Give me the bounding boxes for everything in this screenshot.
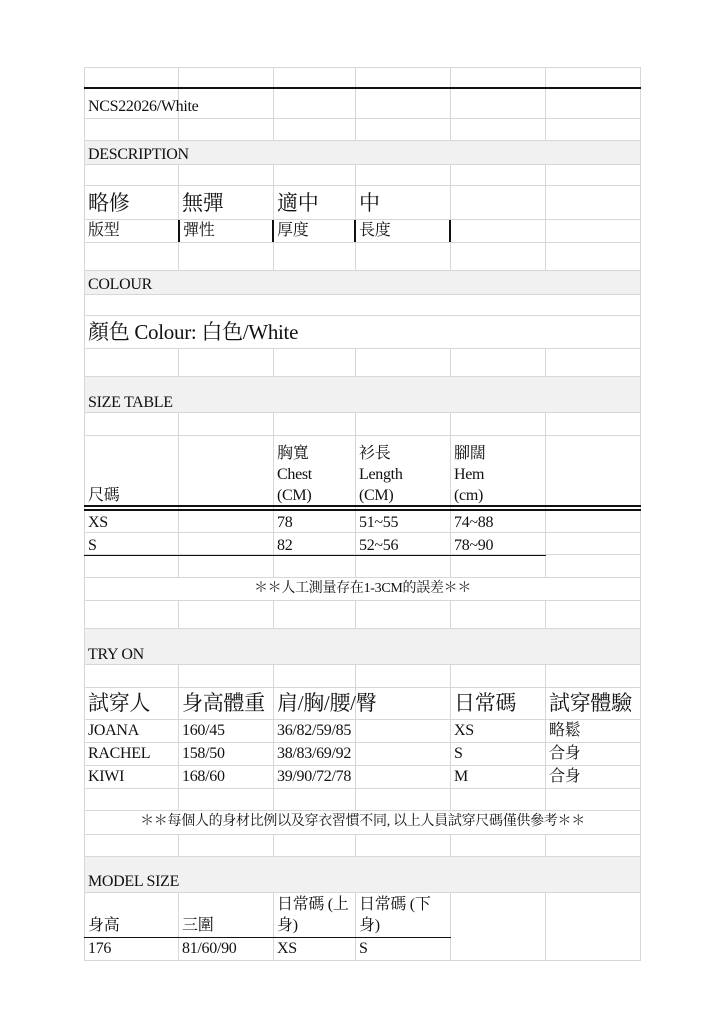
model-bottom-size-header: 日常碼 (下身): [359, 896, 431, 934]
gridline: [450, 164, 451, 270]
gridline: [84, 810, 641, 811]
model-height-header: 身高: [88, 917, 120, 934]
elasticity-value: 無彈: [182, 191, 224, 215]
gridline: [273, 892, 274, 960]
cell-border: [354, 220, 356, 242]
gridline: [545, 834, 546, 856]
cell-border: [449, 220, 451, 242]
gridline: [355, 834, 356, 856]
gridline: [545, 67, 546, 118]
size-row-xs-size: XS: [88, 514, 108, 531]
size-row-s-hem: 78~90: [454, 537, 494, 554]
gridline: [84, 892, 641, 893]
model-measurements-value: 81/60/90: [182, 940, 237, 957]
try-on-heading: TRY ON: [88, 646, 144, 663]
model-measurements-header: 三圍: [182, 917, 214, 934]
gridline: [84, 628, 641, 629]
size-row-xs-hem: 74~88: [454, 514, 494, 531]
gridline: [355, 412, 356, 577]
try-on-row-fit: 略鬆: [549, 722, 581, 739]
try-on-header-experience: 試穿體驗: [549, 691, 632, 715]
fit-value: 略修: [88, 191, 130, 215]
size-header-rule: [84, 509, 641, 511]
gridline: [178, 600, 179, 628]
colour-text: 顏色 Colour: 白色/White: [88, 320, 299, 344]
length-header-zh: 衫長: [359, 445, 391, 462]
measurement-note: ＊＊人工測量存在1-3CM的誤差＊＊: [253, 581, 472, 596]
gridline: [84, 118, 641, 119]
length-header-unit: (CM): [359, 487, 394, 504]
try-on-row-name: KIWI: [88, 768, 125, 785]
model-bottom-size-value: S: [359, 940, 368, 957]
band-try-on: [84, 628, 640, 664]
gridline: [84, 140, 641, 141]
gridline: [84, 164, 641, 165]
model-height-value: 176: [88, 940, 112, 957]
gridline: [450, 664, 451, 810]
gridline: [84, 242, 641, 243]
size-row-s-chest: 82: [277, 537, 293, 554]
gridline: [84, 600, 641, 601]
gridline: [273, 834, 274, 856]
product-code: NCS22026/White: [88, 98, 199, 115]
gridline: [178, 412, 179, 577]
try-on-note: ＊＊每個人的身材比例以及穿衣習慣不同, 以上人員試穿尺碼僅供參考＊＊: [140, 814, 585, 829]
gridline: [545, 118, 546, 140]
length-label: 長度: [359, 222, 391, 239]
gridline: [355, 67, 356, 118]
try-on-row-measurements: 38/83/69/92: [277, 745, 352, 762]
gridline: [355, 164, 356, 270]
try-on-row-size: M: [454, 768, 468, 785]
try-on-row-name: JOANA: [88, 722, 139, 739]
gridline: [450, 600, 451, 628]
gridline: [273, 600, 274, 628]
gridline: [273, 412, 274, 577]
model-size-underline: [84, 937, 451, 938]
model-top-size-header: 日常碼 (上身): [277, 896, 349, 934]
cell-border: [272, 220, 274, 242]
gridline: [355, 348, 356, 376]
gridline: [84, 219, 641, 220]
gridline: [84, 315, 641, 316]
try-on-row-height-weight: 158/50: [182, 745, 225, 762]
gridline: [450, 118, 451, 140]
gridline: [84, 742, 641, 743]
gridline: [84, 664, 641, 665]
gridline: [355, 664, 356, 810]
gridline: [178, 348, 179, 376]
gridline: [178, 164, 179, 270]
gridline: [84, 765, 641, 766]
gridline: [273, 664, 274, 810]
gridline: [545, 164, 546, 270]
hem-header-en: Hem: [454, 466, 485, 483]
elasticity-label: 彈性: [183, 222, 215, 239]
gridline: [84, 960, 641, 961]
gridline: [84, 348, 641, 349]
thickness-value: 適中: [277, 191, 319, 215]
gridline: [545, 412, 546, 577]
gridline: [178, 834, 179, 856]
gridline: [545, 892, 546, 960]
gridline: [178, 118, 179, 140]
gridline: [355, 600, 356, 628]
model-size-heading: MODEL SIZE: [88, 873, 180, 890]
gridline: [84, 270, 641, 271]
gridline: [273, 67, 274, 118]
gridline: [84, 435, 641, 436]
gridline: [273, 164, 274, 270]
gridline: [450, 348, 451, 376]
gridline: [450, 412, 451, 577]
length-value: 中: [359, 191, 380, 215]
try-on-row-size: S: [454, 745, 463, 762]
gridline: [450, 67, 451, 118]
size-row-s-size: S: [88, 537, 97, 554]
try-on-row-name: RACHEL: [88, 745, 151, 762]
try-on-header-measurements: 肩/胸/腰/臀: [277, 691, 377, 715]
chest-header-zh: 胸寬: [277, 445, 309, 462]
gridline: [545, 664, 546, 810]
gridline: [178, 892, 179, 960]
gridline: [545, 348, 546, 376]
gridline: [545, 600, 546, 628]
try-on-row-height-weight: 160/45: [182, 722, 225, 739]
size-table-heading: SIZE TABLE: [88, 394, 173, 411]
size-row-xs-chest: 78: [277, 514, 293, 531]
gridline: [355, 118, 356, 140]
gridline: [84, 687, 641, 688]
try-on-row-measurements: 36/82/59/85: [277, 722, 352, 739]
gridline: [84, 185, 641, 186]
gridline: [355, 892, 356, 960]
gridline: [450, 834, 451, 856]
length-header-en: Length: [359, 466, 403, 483]
gridline: [84, 294, 641, 295]
gridline: [273, 348, 274, 376]
gridline: [84, 67, 641, 68]
description-heading: DESCRIPTION: [88, 146, 189, 163]
band-colour: [84, 270, 640, 294]
try-on-row-fit: 合身: [549, 745, 581, 762]
try-on-row-fit: 合身: [549, 768, 581, 785]
chest-header-en: Chest: [277, 466, 312, 483]
try-on-row-size: XS: [454, 722, 474, 739]
try-on-header-height-weight: 身高體重: [182, 691, 265, 715]
try-on-row-height-weight: 168/60: [182, 768, 225, 785]
gridline: [84, 577, 641, 578]
gridline: [84, 532, 641, 533]
gridline: [450, 892, 451, 960]
colour-heading: COLOUR: [88, 276, 152, 293]
fit-label: 版型: [88, 222, 120, 239]
size-row-s-length: 52~56: [359, 537, 399, 554]
size-row-xs-length: 51~55: [359, 514, 399, 531]
gridline: [84, 834, 641, 835]
gridline: [84, 856, 641, 857]
try-on-header-daily-size: 日常碼: [454, 691, 517, 715]
gridline: [178, 664, 179, 810]
hem-header-zh: 腳闊: [454, 445, 486, 462]
gridline: [273, 118, 274, 140]
gridline: [84, 412, 641, 413]
gridline: [84, 719, 641, 720]
top-rule: [84, 87, 641, 89]
try-on-header-tester: 試穿人: [88, 691, 151, 715]
cell-border: [178, 220, 180, 242]
hem-header-unit: (cm): [454, 487, 484, 504]
gridline: [84, 376, 641, 377]
size-rows-underline: [84, 555, 546, 556]
model-top-size-value: XS: [277, 940, 297, 957]
chest-header-unit: (CM): [277, 487, 312, 504]
size-header: 尺碼: [88, 487, 120, 504]
try-on-row-measurements: 39/90/72/78: [277, 768, 352, 785]
thickness-label: 厚度: [277, 222, 309, 239]
gridline: [84, 788, 641, 789]
